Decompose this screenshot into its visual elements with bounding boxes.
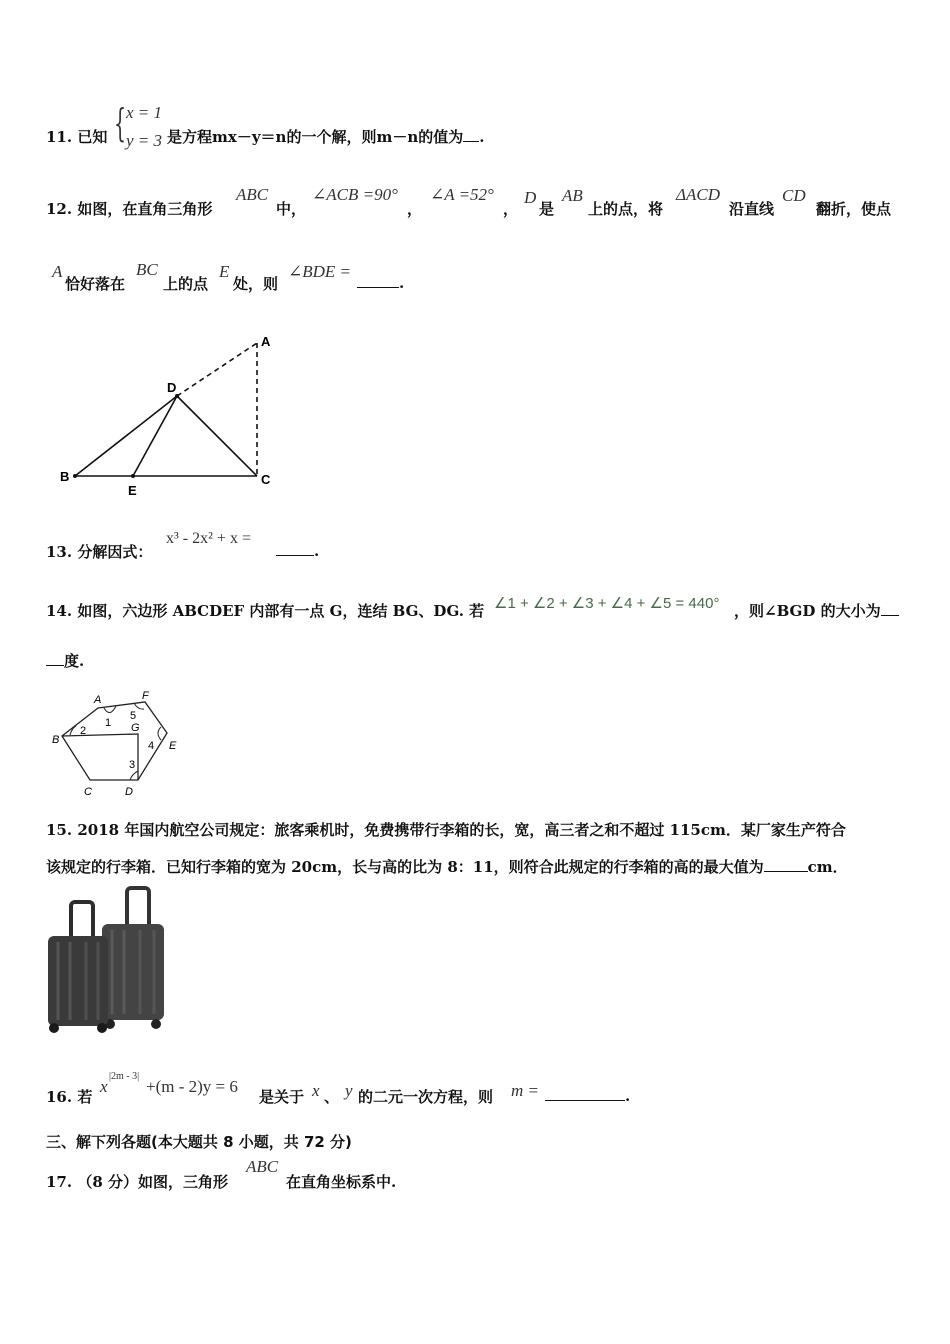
segment-da-dashed bbox=[177, 343, 257, 396]
point-b bbox=[73, 474, 77, 478]
angle-label-4: 4 bbox=[148, 740, 155, 752]
q14-text-2: ，则∠BGD 的大小为 bbox=[734, 602, 881, 620]
q12-text-8: 上的点 bbox=[163, 275, 209, 293]
label-e: E bbox=[128, 483, 137, 498]
q12-cd: CD bbox=[782, 186, 806, 205]
q11-eq2: y = 3 bbox=[126, 131, 163, 150]
angle-label-5: 5 bbox=[130, 710, 137, 722]
q12-bc: BC bbox=[136, 260, 158, 279]
q12-text-5: 沿直线 bbox=[729, 200, 775, 218]
q11-period: . bbox=[479, 128, 485, 146]
q12-e: E bbox=[219, 262, 230, 281]
label-f: F bbox=[142, 690, 149, 702]
figure-12-triangle bbox=[50, 325, 290, 505]
q16-x: x bbox=[100, 1077, 108, 1096]
q12-text-4: 上的点，将 bbox=[588, 200, 664, 218]
q12-bde: ∠BDE = bbox=[288, 262, 352, 281]
q13-text: 分解因式： bbox=[77, 543, 153, 561]
label-g: G bbox=[131, 722, 140, 734]
q12-text-6: 翻折，使点 bbox=[816, 200, 892, 218]
q11-suffix: 的一个解，则 bbox=[286, 128, 377, 146]
q11-number: 11. bbox=[46, 128, 73, 146]
answer-blank[interactable] bbox=[881, 601, 899, 616]
question-15 bbox=[46, 819, 846, 840]
q15-line-2: 该规定的行李箱．已知行李箱的宽为 20cm，长与高的比为 8：11，则符合此规定的行李箱的高的最大值为 bbox=[46, 858, 764, 876]
question-17 bbox=[46, 1171, 228, 1192]
q12-angle-acb: ∠ACB =90° bbox=[312, 185, 398, 204]
q16-period: . bbox=[625, 1087, 631, 1105]
segment-dc bbox=[177, 396, 257, 476]
q12-text-1: 如图，在直角三角形 bbox=[77, 200, 213, 218]
angle-label-1: 1 bbox=[105, 717, 112, 729]
q13-number: 13. bbox=[46, 543, 73, 561]
q17-abc: ABC bbox=[246, 1157, 279, 1176]
q13-expr: x³ - 2x² + x = bbox=[166, 530, 251, 547]
q12-text-3: 是 bbox=[539, 200, 555, 218]
angle-mark-5 bbox=[134, 703, 144, 709]
q11-rest bbox=[167, 126, 485, 147]
q12-d: D bbox=[524, 188, 537, 207]
q12-answer bbox=[357, 273, 404, 292]
answer-blank-continued[interactable] bbox=[46, 651, 64, 666]
q12-a: A bbox=[52, 262, 63, 281]
angle-mark-4 bbox=[158, 727, 161, 740]
q15-unit: cm． bbox=[807, 858, 848, 876]
label-b: B bbox=[60, 469, 70, 484]
q14-number: 14. bbox=[46, 602, 73, 620]
q17-score: （8 分）如图，三角形 bbox=[77, 1173, 229, 1191]
q15-line2 bbox=[46, 856, 848, 877]
section-heading: 三、解下列各题(本大题共 8 小题，共 72 分) bbox=[46, 1133, 352, 1151]
q16-var-y: y bbox=[345, 1081, 353, 1100]
suitcase-image bbox=[44, 886, 169, 1034]
answer-blank[interactable] bbox=[764, 857, 808, 872]
question-11 bbox=[46, 126, 107, 147]
q12-period: . bbox=[399, 274, 405, 292]
q16-sep: 、 bbox=[324, 1088, 340, 1106]
q16-number: 16. bbox=[46, 1088, 73, 1106]
label-e: E bbox=[169, 740, 177, 752]
figure-14-hexagon bbox=[52, 688, 187, 800]
q12-comma-2: ， bbox=[503, 200, 519, 218]
label-a: A bbox=[261, 334, 271, 349]
q12-text-7: 恰好落在 bbox=[65, 275, 126, 293]
q16-var-x: x bbox=[312, 1081, 320, 1100]
question-16 bbox=[46, 1086, 92, 1107]
angle-label-2: 2 bbox=[80, 725, 87, 737]
q16-answer bbox=[545, 1086, 630, 1105]
q15-number: 15. bbox=[46, 821, 73, 839]
label-c: C bbox=[261, 472, 271, 487]
q16-text-1: 若 bbox=[77, 1088, 93, 1106]
q14-condition: ∠1 + ∠2 + ∠3 + ∠4 + ∠5 = 440° bbox=[494, 595, 720, 612]
q14-text: 如图，六边形 ABCDEF 内部有一点 G，连结 BG、DG. 若 bbox=[77, 602, 485, 620]
q14-text2 bbox=[734, 600, 899, 621]
q11-end: 的值为 bbox=[418, 128, 464, 146]
q12-number: 12. bbox=[46, 200, 73, 218]
q11-eq1: x = 1 bbox=[126, 103, 163, 122]
q12-comma-1: ， bbox=[407, 200, 423, 218]
q12-abc: ABC bbox=[236, 185, 269, 204]
q14-unit: 度. bbox=[64, 652, 85, 670]
question-14 bbox=[46, 600, 484, 621]
q14-line2 bbox=[46, 650, 84, 671]
label-c: C bbox=[84, 786, 92, 798]
q16-text-3: 的二元一次方程，则 bbox=[358, 1088, 494, 1106]
angle-mark-3 bbox=[130, 771, 138, 780]
segments-bg-gd bbox=[62, 734, 138, 780]
q11-mid: 是方程 bbox=[167, 128, 213, 146]
answer-blank[interactable] bbox=[463, 127, 479, 142]
q17-number: 17. bbox=[46, 1173, 73, 1191]
q11-ask: m－n bbox=[376, 128, 419, 146]
segment-ed bbox=[133, 396, 177, 476]
q13-period: . bbox=[314, 542, 320, 560]
q16-exponent: |2m - 3| bbox=[109, 1071, 140, 1082]
rear-suitcase-handle bbox=[127, 888, 149, 930]
label-d: D bbox=[125, 786, 133, 798]
q16-expr: +(m - 2)y = 6 bbox=[146, 1077, 238, 1096]
brace-icon: { bbox=[114, 101, 127, 145]
label-d: D bbox=[167, 380, 177, 395]
q16-text-2: 是关于 bbox=[259, 1088, 305, 1106]
q12-ab: AB bbox=[562, 186, 583, 205]
q12-acd: ΔACD bbox=[676, 185, 720, 204]
q11-system bbox=[114, 101, 166, 151]
label-b: B bbox=[52, 734, 60, 746]
q11-expr: mx－y＝n bbox=[212, 128, 287, 146]
answer-blank[interactable] bbox=[276, 541, 314, 556]
angle-label-3: 3 bbox=[129, 759, 136, 771]
point-e bbox=[131, 474, 135, 478]
answer-blank[interactable] bbox=[545, 1086, 625, 1101]
q12-text-2: 中， bbox=[276, 200, 307, 218]
answer-blank[interactable] bbox=[357, 273, 399, 288]
q16-m: m = bbox=[511, 1081, 539, 1100]
q13-answer bbox=[276, 541, 319, 560]
q17-text: 在直角坐标系中. bbox=[286, 1173, 397, 1191]
question-12 bbox=[46, 198, 212, 219]
q15-line-1: 2018 年国内航空公司规定：旅客乘机时，免费携带行李箱的长，宽，高三者之和不超过 115cm．某厂家生产符合 bbox=[77, 821, 846, 839]
segment-bd bbox=[75, 396, 177, 476]
q12-angle-a: ∠A =52° bbox=[430, 185, 494, 204]
q12-text-9: 处，则 bbox=[233, 275, 279, 293]
q11-prefix: 已知 bbox=[77, 128, 108, 146]
label-a: A bbox=[94, 694, 102, 706]
question-13 bbox=[46, 541, 152, 562]
